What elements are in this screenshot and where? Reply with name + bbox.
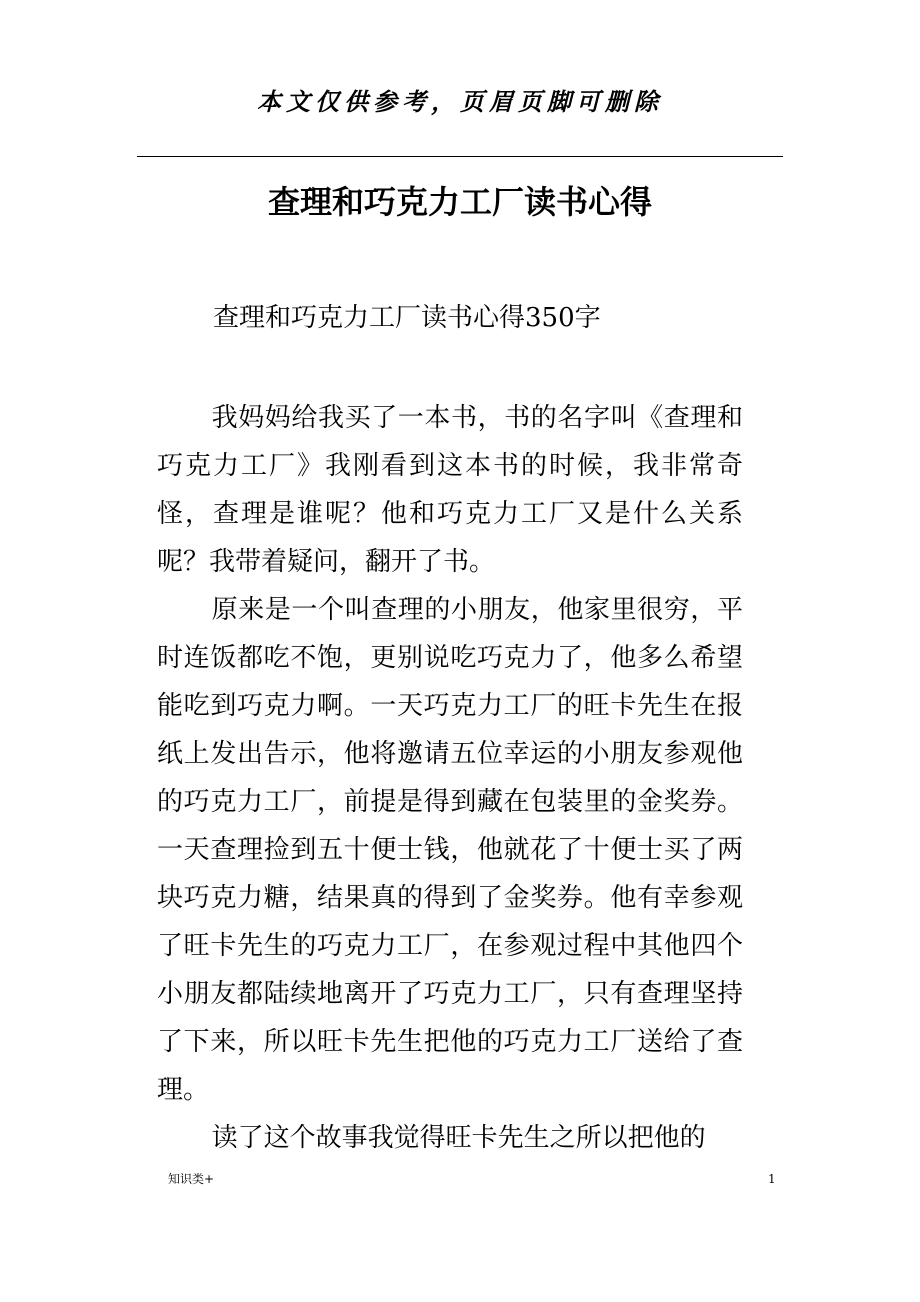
header-divider [137,156,783,157]
document-subtitle: 查理和巧克力工厂读书心得350字 [213,303,601,333]
page-number: 1 [768,1172,776,1186]
header-note: 本文仅供参考，页眉页脚可删除 [257,88,663,116]
paragraph: 我妈妈给我买了一本书，书的名字叫《查理和巧克力工厂》我刚看到这本书的时候，我非常奇怪，查理是谁呢？他和巧克力工厂又是什么关系呢？我带着疑问，翻开了书。 [157,403,743,577]
paragraph: 原来是一个叫查理的小朋友，他家里很穷，平时连饭都吃不饱，更别说吃巧克力了，他多么希望能吃到巧克力啊。一天巧克力工厂的旺卡先生在报纸上发出告示，他将邀请五位幸运的小朋友参观他的巧克力工厂，前提是得到藏在包装里的金奖券。一天查理捡到五十便士钱，他就花了十便士买了两块巧克力糖，结果真的得到了金奖券。他有幸参观了旺卡先生的巧克力工厂，在参观过程中其他四个小朋友都陆续地离开了巧克力工厂，只有查理坚持了下来，所以旺卡先生把他的巧克力工厂送给了查理。 [157,595,743,1105]
footer-label: 知识类+ [168,1172,215,1186]
document-body [157,394,743,1162]
paragraph: 读了这个故事我觉得旺卡先生之所以把他的 [211,1123,706,1153]
document-title: 查理和巧克力工厂读书心得 [267,183,652,221]
